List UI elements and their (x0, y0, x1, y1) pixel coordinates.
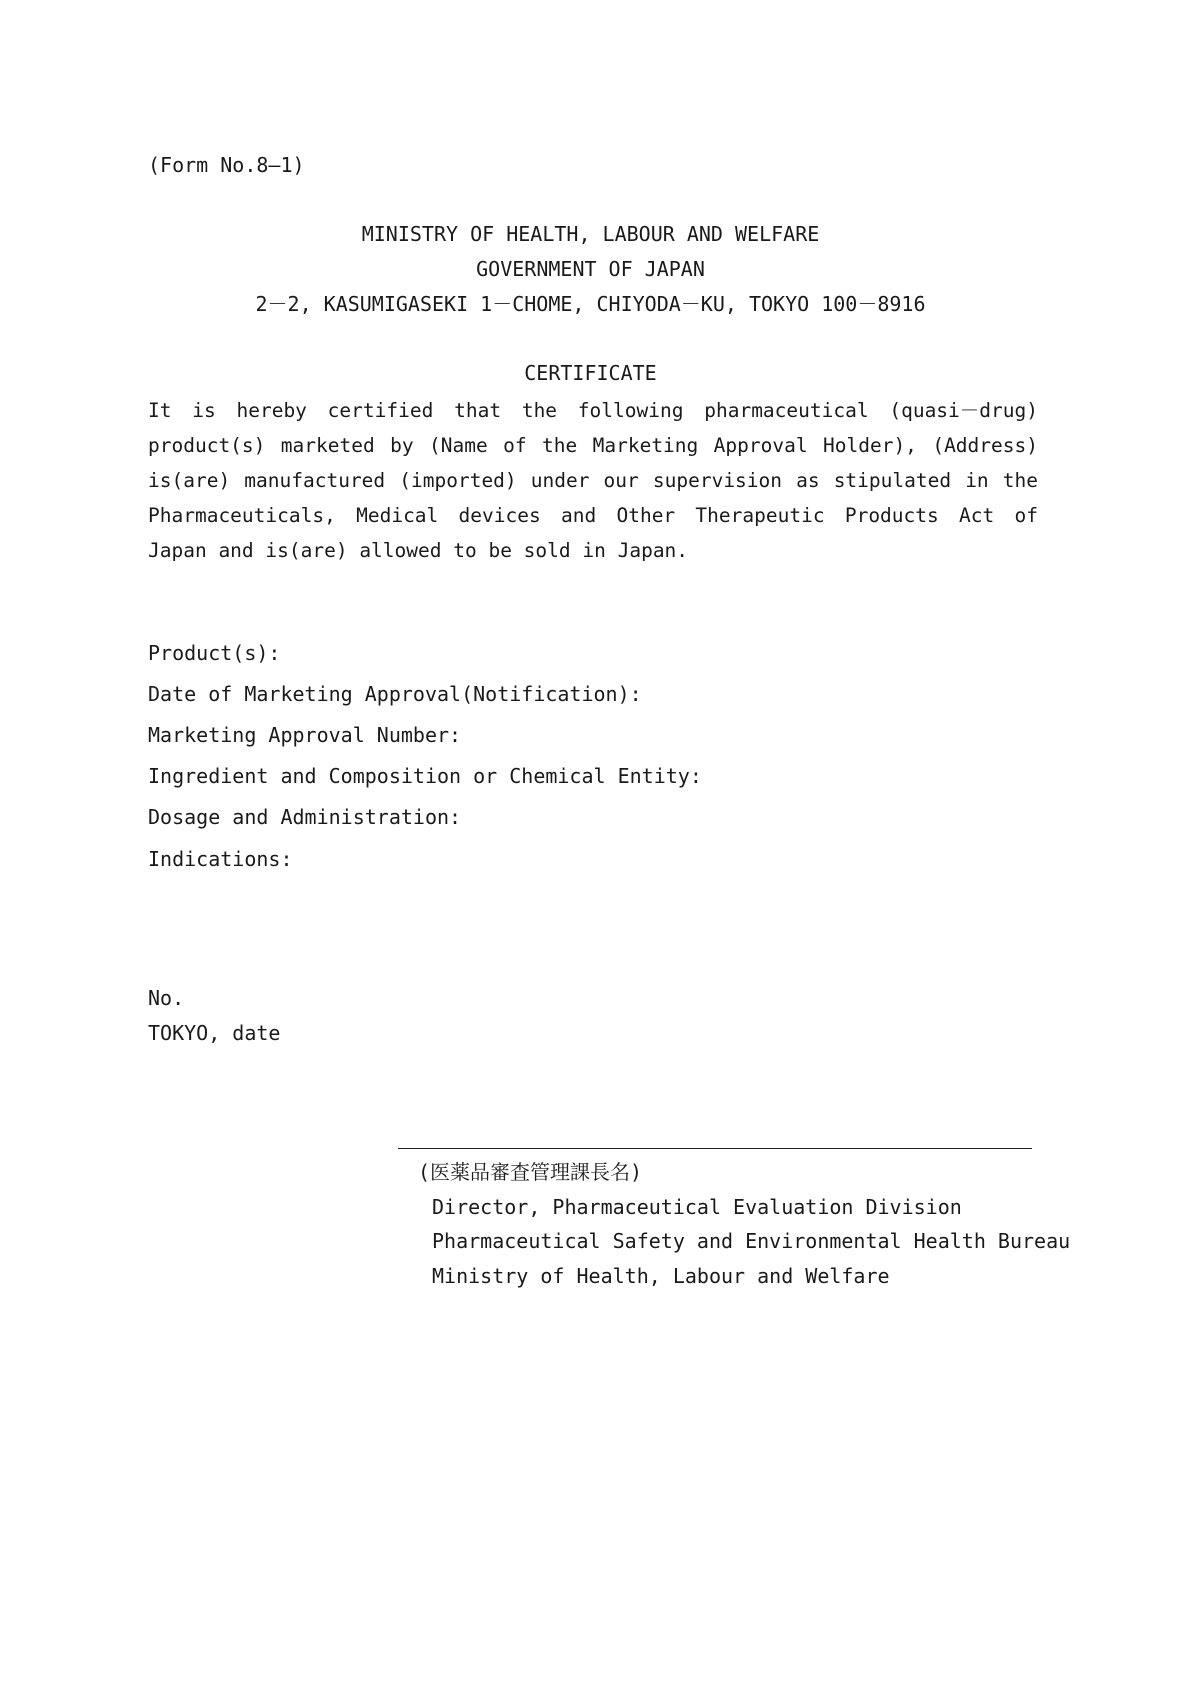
place-date: TOKYO, date (148, 1021, 281, 1045)
field-products: Product(s): (148, 641, 281, 665)
ministry-name: MINISTRY OF HEALTH, LABOUR AND WELFARE (361, 222, 820, 246)
field-approval-number: Marketing Approval Number: (148, 723, 462, 747)
form-number: (Form No.8—1) (148, 153, 305, 177)
signature-director: Director, Pharmaceutical Evaluation Division (432, 1195, 962, 1219)
field-indications: Indications: (148, 847, 293, 871)
signature-bureau: Pharmaceutical Safety and Environmental Health Bureau (432, 1229, 1071, 1253)
certificate-body: It is hereby certified that the following pharmaceutical (quasi－drug) product(s) marketed by (Name of the Marketing Approval Holder), (Address) is(are) manufactured (imported) under our supervision as stipulated in the Pharmaceuticals, Medical devices and Other Therapeutic Products Act of Japan and is(are) allowed to be sold in Japan. (148, 399, 1038, 562)
reference-number: No. (148, 986, 185, 1010)
government-name: GOVERNMENT OF JAPAN (476, 257, 705, 281)
field-date-of-approval: Date of Marketing Approval(Notification): (148, 682, 642, 706)
ministry-address: 2－2, KASUMIGASEKI 1－CHOME, CHIYODA－KU, TOKYO 100－8916 (255, 292, 926, 316)
signature-line (398, 1148, 1032, 1149)
signature-ministry: Ministry of Health, Labour and Welfare (432, 1264, 890, 1288)
field-dosage: Dosage and Administration: (148, 805, 462, 829)
certificate-title: CERTIFICATE (524, 361, 657, 385)
signature-japanese-title: (医薬品審査管理課長名) (418, 1160, 643, 1184)
field-ingredient: Ingredient and Composition or Chemical Entity: (148, 764, 702, 788)
